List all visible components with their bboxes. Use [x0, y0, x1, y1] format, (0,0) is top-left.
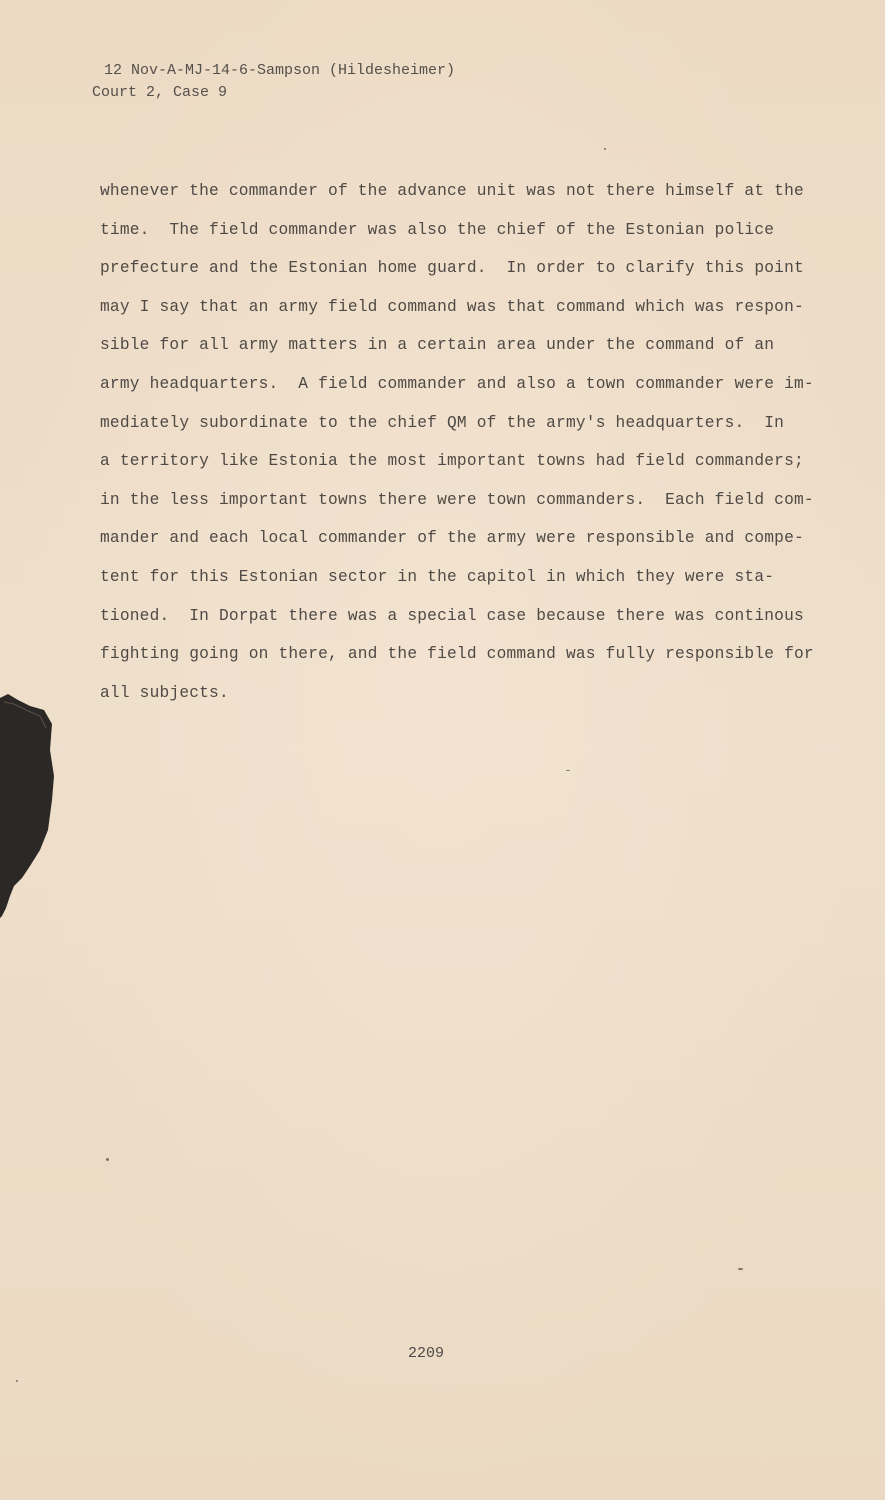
page-number: 2209	[408, 1345, 445, 1362]
body-line: in the less important towns there were town commanders. Each field com-	[100, 490, 814, 509]
paper-speck	[738, 1268, 743, 1270]
body-line: tioned. In Dorpat there was a special case because there was continous	[100, 606, 804, 625]
body-line: prefecture and the Estonian home guard. In order to clarify this point	[100, 259, 804, 278]
body-line: mander and each local commander of the army were responsible and compe-	[100, 529, 804, 548]
paper-speck	[566, 770, 570, 771]
transcript-body	[100, 172, 814, 712]
paper-speck	[604, 148, 606, 150]
court-case: Court 2, Case 9	[92, 84, 228, 101]
paper-speck	[106, 1158, 109, 1161]
document-header	[92, 60, 455, 104]
torn-edge-damage	[0, 680, 60, 920]
body-line: time. The field commander was also the chief of the Estonian police	[100, 220, 775, 239]
body-line: a territory like Estonia the most important towns had field commanders;	[100, 452, 804, 471]
body-line: all subjects.	[100, 683, 229, 702]
body-line: may I say that an army field command was that command which was respon-	[100, 297, 804, 316]
paper-speck	[16, 1380, 18, 1382]
body-line: whenever the commander of the advance unit was not there himself at the	[100, 182, 804, 200]
body-line: army headquarters. A field commander and also a town commander were im-	[100, 374, 814, 393]
case-reference: 12 Nov-A-MJ-14-6-Sampson (Hildesheimer)	[104, 62, 456, 79]
body-line: tent for this Estonian sector in the capitol in which they were sta-	[100, 567, 775, 586]
body-line: sible for all army matters in a certain area under the command of an	[100, 336, 775, 355]
body-line: fighting going on there, and the field command was fully responsible for	[100, 645, 814, 664]
body-line: mediately subordinate to the chief QM of the army's headquarters. In	[100, 413, 785, 432]
